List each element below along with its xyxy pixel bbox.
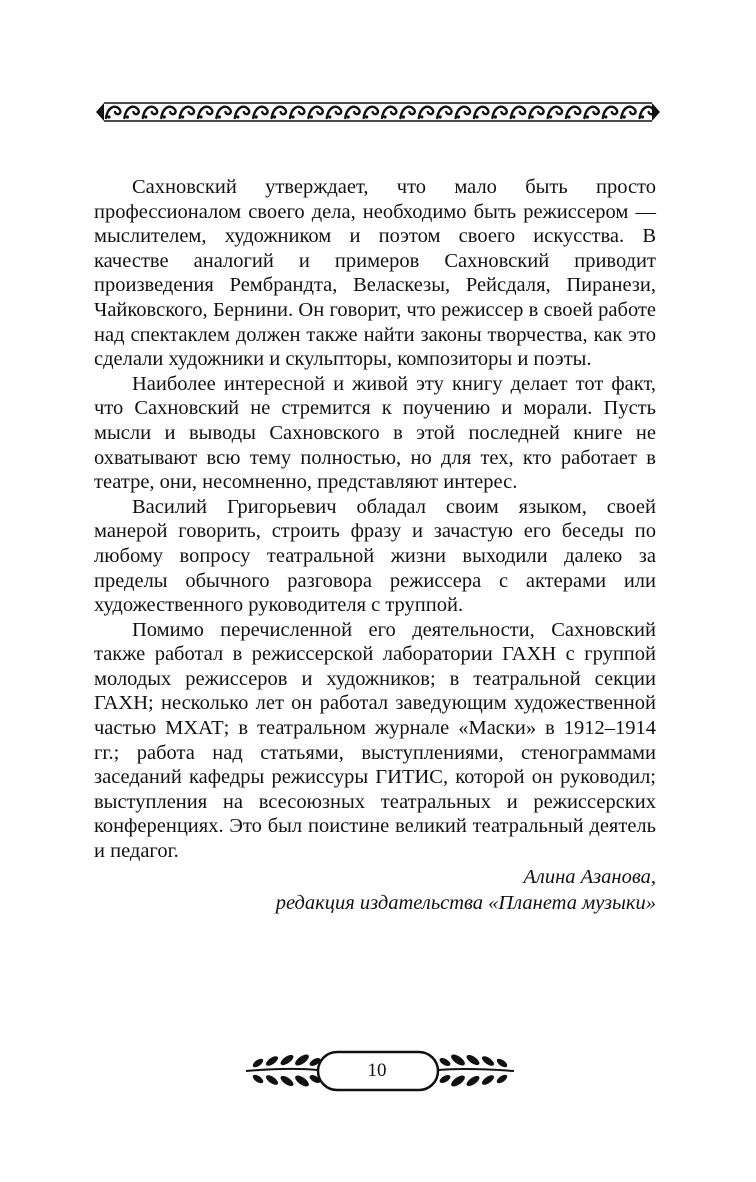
ornament-dot [328,115,331,118]
laurel-branch-left-icon [246,1052,322,1088]
ornament-dot [549,115,552,118]
paragraph-4: Помимо перечисленной его деятельности, Сахновский также работал в режиссерской лаборатории ГАХН с группой молодых режиссеров и художников; в театральной секции ГАХН; несколько лет он работал заведующим художественной частью МХАТ; в театральном журнале «Маски» в 1912–1914 гг.; работа над статьями, выступлениями, стенограммами заседаний кафедры режиссуры ГИТИС, которой он руководил; выступления на всесоюзных театральных и режиссерских конференциях. Это был поистине великий театральный деятель и педагог. [94,618,656,863]
ornament-dot [641,115,644,118]
ornament-dot [531,115,534,118]
ornament-dot [107,115,110,118]
ornament-dot [181,115,184,118]
ornament-dot [402,115,405,118]
ornament-dot [512,115,515,118]
ornament-dot [494,115,497,118]
ornament-dot [457,115,460,118]
ornament-dot [365,115,368,118]
laurel-branch-right-icon [438,1052,514,1088]
ornament-dot [604,115,607,118]
ornament-dot [567,115,570,118]
ornament-dot [236,115,239,118]
signature-affiliation: редакция издательства «Планета музыки» [275,891,656,914]
ornament-dot [310,115,313,118]
ornament-dot [126,115,129,118]
paragraph-3: Василий Григорьевич обладал своим языком, своей манерой говорить, строить фразу и зачастую его беседы по любому вопросу театральной жизни выходили далеко за пределы обычного разговора режиссера с актерами или художественного руководителя с труппой. [94,495,656,617]
ornament-dot [475,115,478,118]
ornament-dot [439,115,442,118]
paragraph-2: Наиболее интересной и живой эту книгу делает тот факт, что Сахновский не стремится к поучению и морали. Пусть мысли и выводы Сахновского в этой последней книге не охватывают всю тему полностью, но для тех, кто работает в театре, они, несомненно, представляют интерес. [94,372,656,494]
ornament-dot [586,115,589,118]
paragraph-1: Сахновский утверждает, что мало быть просто профессионалом своего дела, необходимо быть режиссером — мыслителем, художником и поэтом своего искусства. В качестве аналогий и примеров Сахновский приводит произведения Рембрандта, Веласкезы, Рейсдаля, Пиранези, Чайковского, Бернини. Он говорит, что режиссер в своей работе над спектаклем должен также найти законы творчества, как это сделали художники и скульпторы, композиторы и поэты. [94,176,656,371]
top-ornament-border [94,100,662,124]
signature-author: Алина Азанова, [523,866,656,888]
ornament-dot [383,115,386,118]
signature-block [276,865,656,916]
body-text [94,175,656,864]
ornament-dot [291,115,294,118]
ornament-dot [623,115,626,118]
ornament-dot [199,115,202,118]
ornament-dot [144,115,147,118]
ornament-dot [273,115,276,118]
ornament-dot [420,115,423,118]
ornament-dot [347,115,350,118]
ornament-dot [218,115,221,118]
ornament-dot [255,115,258,118]
page-number: 10 [367,1060,387,1081]
ornament-dot [163,115,166,118]
